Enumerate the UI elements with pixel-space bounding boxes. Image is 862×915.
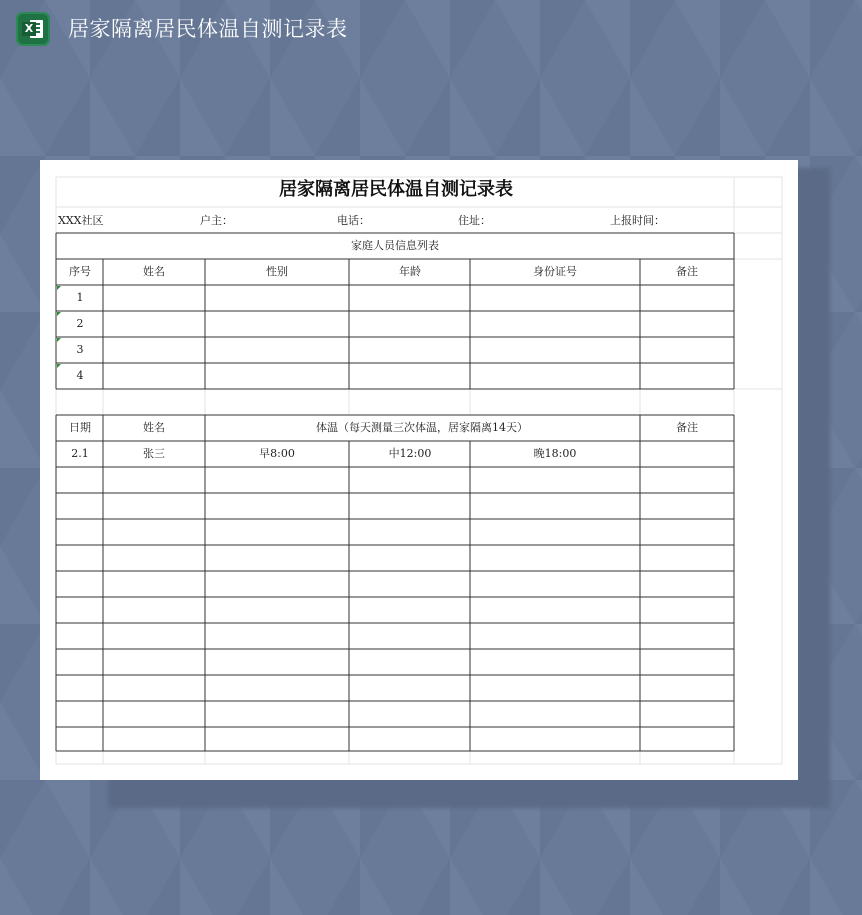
community-label: XXX社区 <box>58 214 104 227</box>
householder-label: 户主： <box>200 214 233 227</box>
temp-row-morning: 早8:00 <box>259 447 295 460</box>
family-row-number: 4 <box>76 369 84 382</box>
family-row-number: 1 <box>76 291 84 304</box>
temp-header-date: 日期 <box>69 421 91 434</box>
temp-row-evening: 晚18:00 <box>533 447 577 460</box>
family-header-seq: 序号 <box>69 265 91 278</box>
temp-header-name: 姓名 <box>143 421 165 434</box>
family-header-gender: 性别 <box>266 265 288 278</box>
family-row-number: 2 <box>76 317 84 330</box>
phone-label: 电话： <box>337 214 370 227</box>
temp-row-name: 张三 <box>143 447 165 460</box>
family-header-id: 身份证号 <box>533 265 577 278</box>
temp-row-noon: 中12:00 <box>388 447 432 460</box>
temp-row-date: 2.1 <box>71 447 89 460</box>
report-time-label: 上报时间： <box>610 214 665 227</box>
address-label: 住址： <box>458 214 491 227</box>
sheet-title: 居家隔离居民体温自测记录表 <box>279 179 513 200</box>
family-row-number: 3 <box>76 343 84 356</box>
temp-header-note: 备注 <box>676 421 698 434</box>
family-header-note: 备注 <box>676 265 698 278</box>
excel-icon: X <box>16 12 50 46</box>
family-header-name: 姓名 <box>143 265 165 278</box>
sheet-grid <box>40 160 798 780</box>
spreadsheet-sheet <box>40 160 798 780</box>
app-title: 居家隔离居民体温自测记录表 <box>68 17 348 41</box>
title-bar <box>0 0 862 58</box>
family-header-age: 年龄 <box>399 265 421 278</box>
family-section-title: 家庭人员信息列表 <box>351 239 439 252</box>
temp-header-temperature: 体温（每天测量三次体温，居家隔离14天） <box>316 421 528 434</box>
